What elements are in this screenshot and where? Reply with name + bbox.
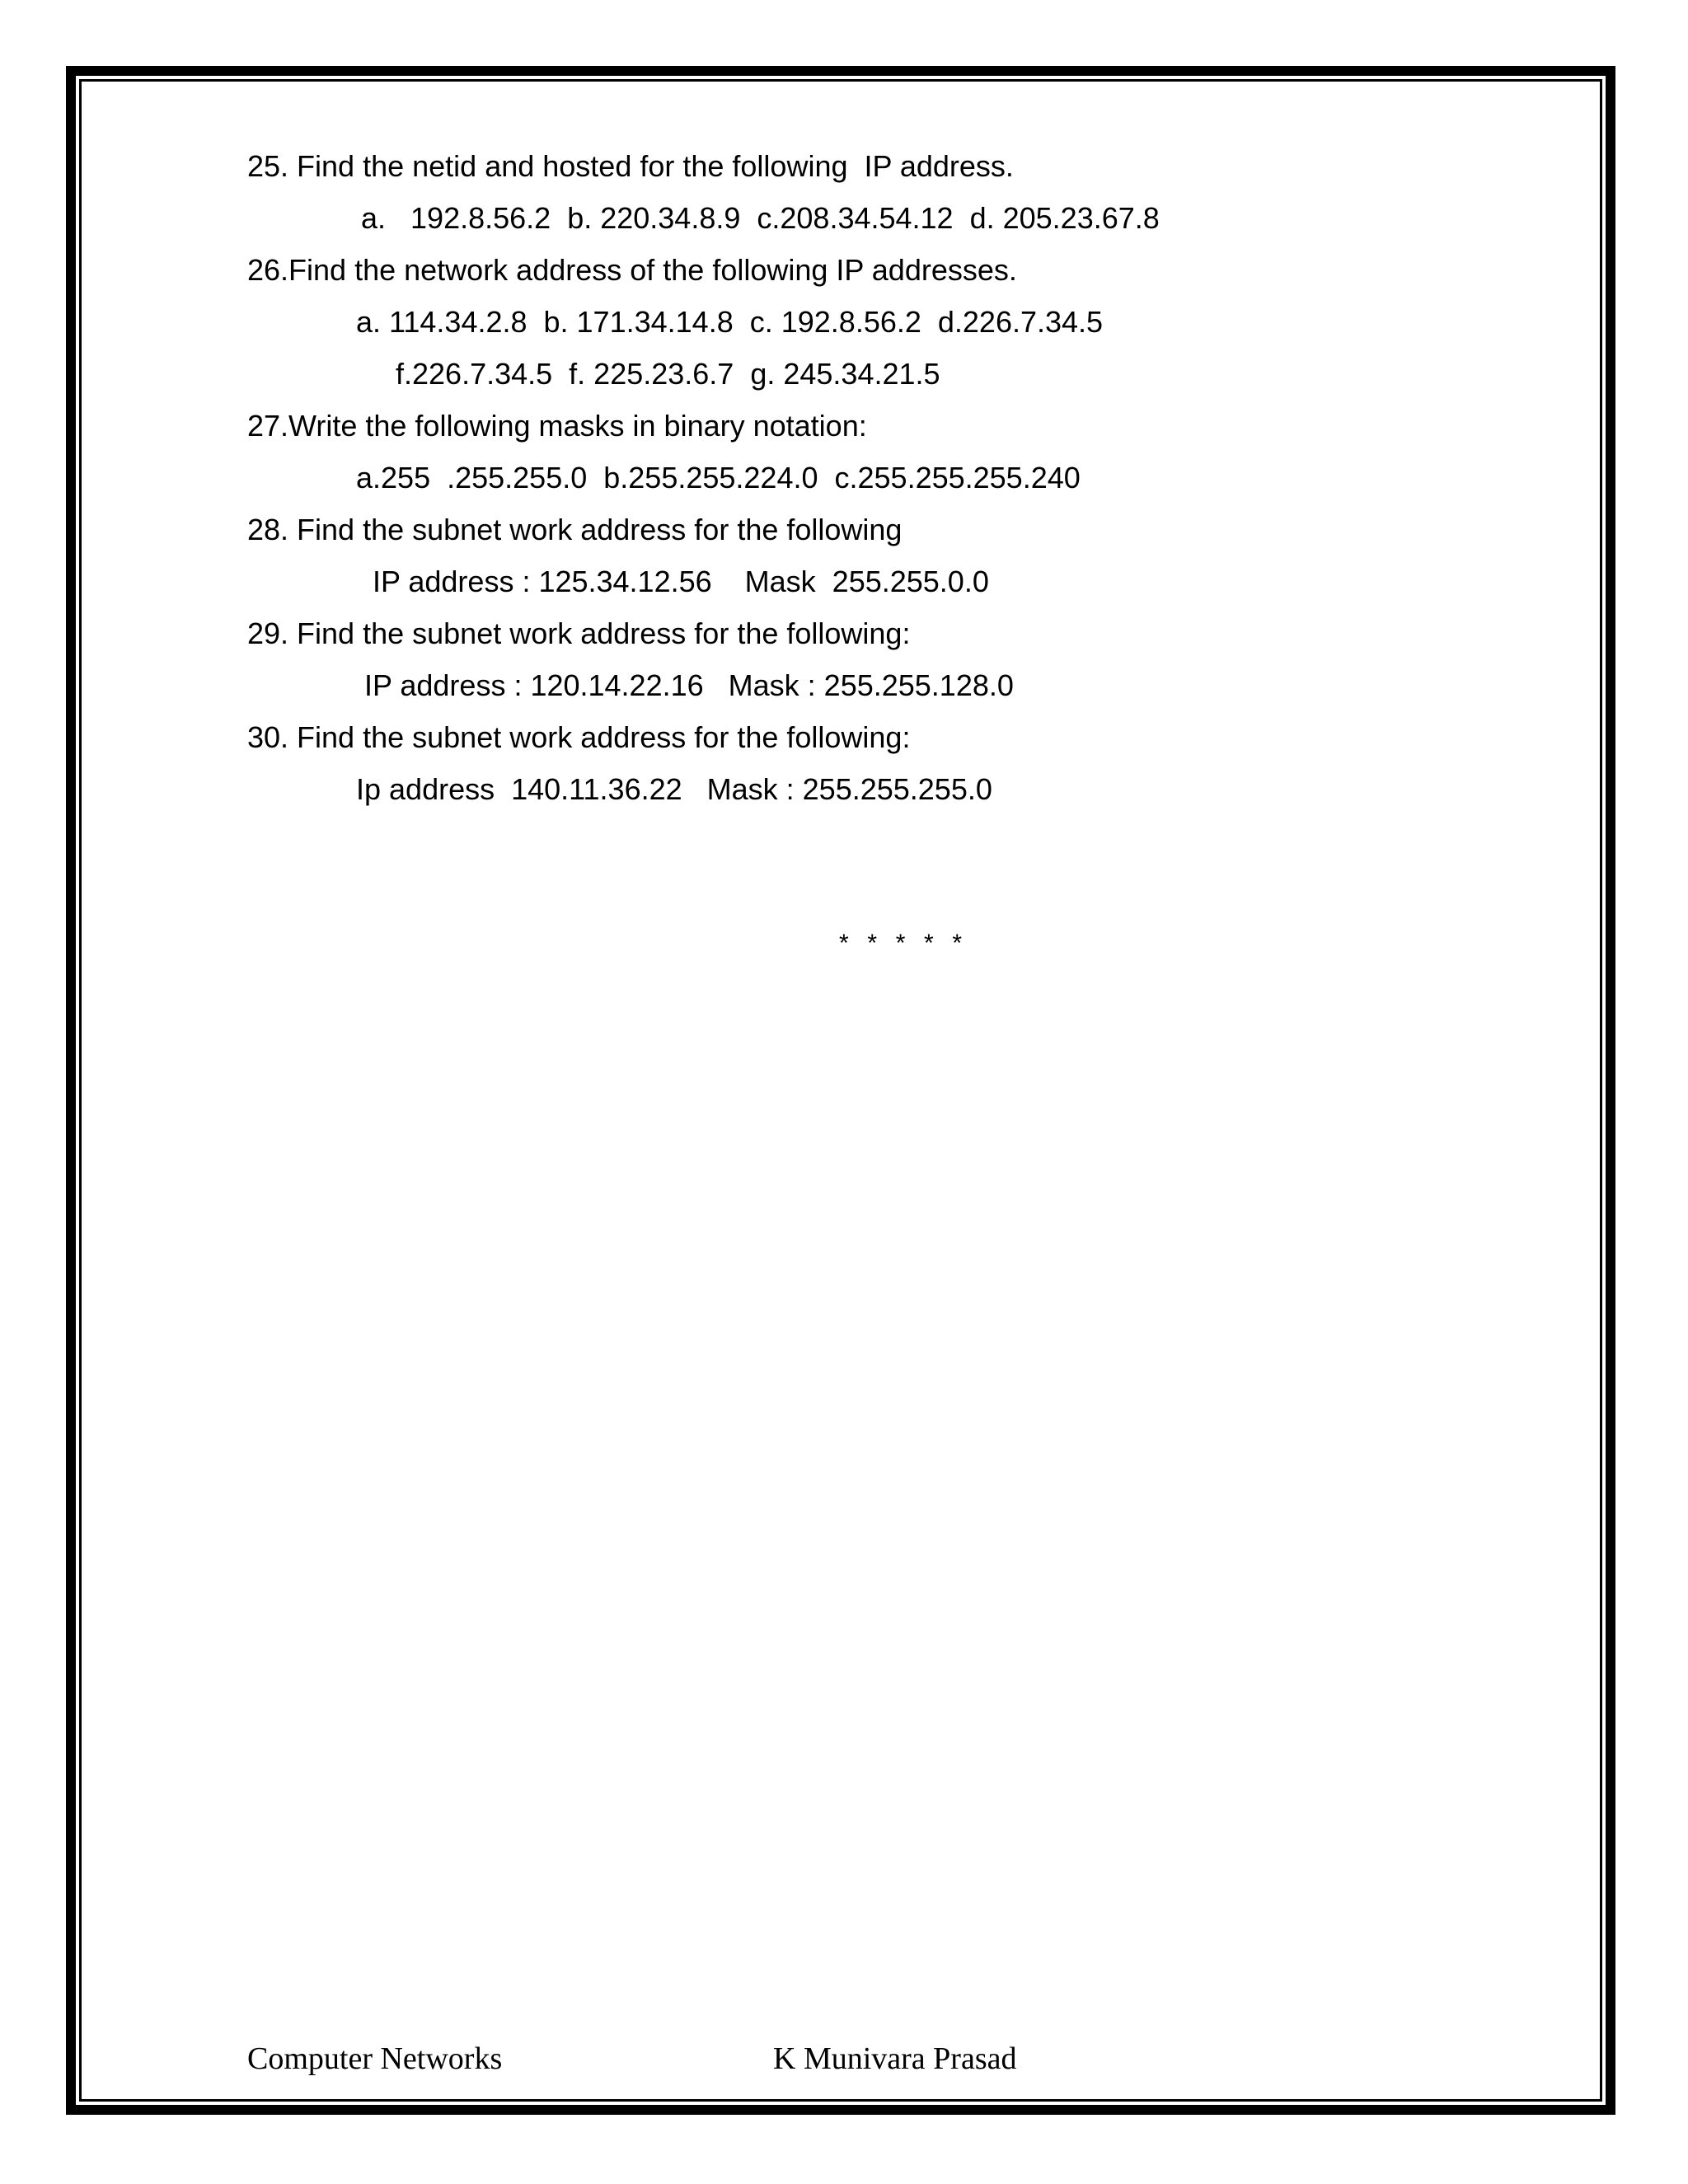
question-25-options: a. 192.8.56.2 b. 220.34.8.9 c.208.34.54.12 d. 205.23.67.8 (361, 201, 1160, 235)
question-27-options: a.255 .255.255.0 b.255.255.224.0 c.255.255.255.240 (356, 461, 1081, 494)
question-26-options-2: f.226.7.34.5 f. 225.23.6.7 g. 245.34.21.5 (396, 357, 940, 391)
question-25: 25. Find the netid and hosted for the following IP address. (247, 149, 1014, 183)
question-30: 30. Find the subnet work address for the following: (247, 720, 911, 754)
question-29: 29. Find the subnet work address for the following: (247, 616, 911, 650)
footer-left: Computer Networks (247, 2041, 503, 2076)
question-28: 28. Find the subnet work address for the following (247, 513, 903, 546)
question-29-details: IP address : 120.14.22.16 Mask : 255.255.128.0 (364, 668, 1014, 702)
question-30-details: Ip address 140.11.36.22 Mask : 255.255.255.0 (356, 772, 992, 806)
footer-right: K Munivara Prasad (773, 2041, 1017, 2076)
question-27: 27.Write the following masks in binary notation: (247, 409, 867, 443)
question-28-details: IP address : 125.34.12.56 Mask 255.255.0.0 (373, 565, 989, 598)
question-26-options-1: a. 114.34.2.8 b. 171.34.14.8 c. 192.8.56.2 d.226.7.34.5 (356, 305, 1104, 339)
question-26: 26.Find the network address of the following IP addresses. (247, 253, 1017, 287)
end-marker: * * * * * (839, 930, 964, 957)
